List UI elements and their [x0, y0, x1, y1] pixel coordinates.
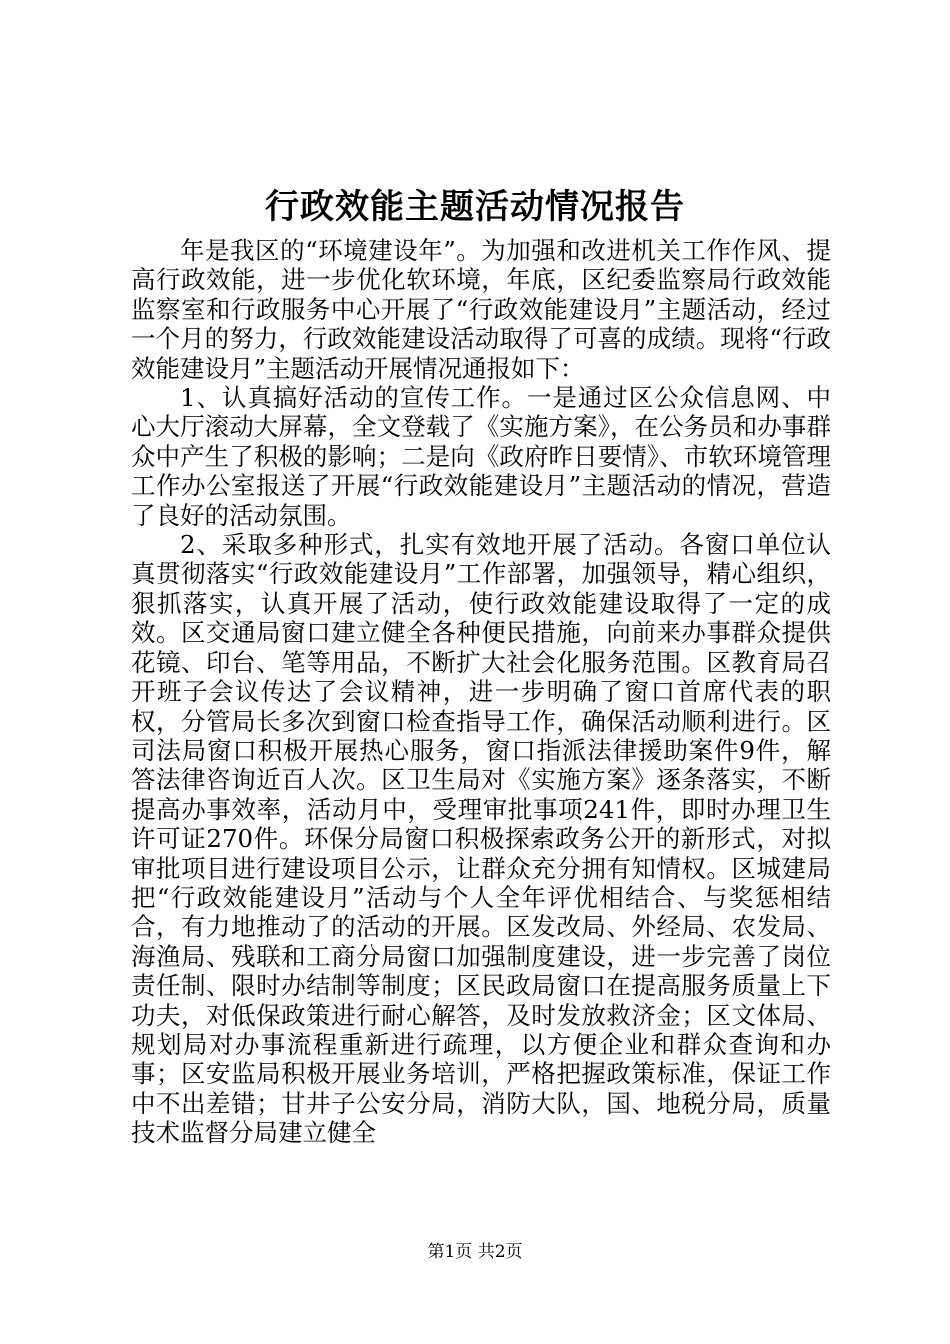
paragraph-intro: 年是我区的“环境建设年”。为加强和改进机关工作作风、提高行政效能，进一步优化软环境，年底，区纪委监察局行政效能监察室和行政服务中心开展了“行政效能建设月”主题活动，经过一个月的努力，行政效能建设活动取得了可喜的成绩。现将“行政效能建设月”主题活动开展情况通报如下： [131, 236, 831, 383]
paragraph-activities: 2、采取多种形式，扎实有效地开展了活动。各窗口单位认真贯彻落实“行政效能建设月”工作部署，加强领导，精心组织，狠抓落实，认真开展了活动，使行政效能建设取得了一定的成效。区交通局窗口建立健全各种便民措施，向前来办事群众提供花镜、印台、笔等用品，不断扩大社会化服务范围。区教育局召开班子会议传达了会议精神，进一步明确了窗口首席代表的职权，分管局长多次到窗口检查指导工作，确保活动顺利进行。区司法局窗口积极开展热心服务，窗口指派法律援助案件9件，解答法律咨询近百人次。区卫生局对《实施方案》逐条落实，不断提高办事效率，活动月中，受理审批事项241件，即时办理卫生许可证270件。环保分局窗口积极探索政务公开的新形式，对拟审批项目进行建设项目公示，让群众充分拥有知情权。区城建局把“行政效能建设月”活动与个人全年评优相结合、与奖惩相结合，有力地推动了的活动的开展。区发改局、外经局、农发局、海渔局、残联和工商分局窗口加强制度建设，进一步完善了岗位责任制、限时办结制等制度；区民政局窗口在提高服务质量上下功夫，对低保政策进行耐心解答，及时发放救济金；区文体局、规划局对办事流程重新进行疏理，以方便企业和群众查询和办事；区安监局积极开展业务培训，严格把握政策标准，保证工作中不出差错；甘井子公安分局，消防大队，国、地税分局，质量技术监督分局建立健全 [131, 530, 831, 1148]
document-title: 行政效能主题活动情况报告 [265, 187, 685, 227]
page-number: 第1页 共2页 [427, 1242, 523, 1262]
document-body [131, 236, 831, 1148]
paragraph-publicity: 1、认真搞好活动的宣传工作。一是通过区公众信息网、中心大厅滚动大屏幕，全文登载了《实施方案》，在公务员和办事群众中产生了积极的影响；二是向《政府昨日要情》、市软环境管理工作办公室报送了开展“行政效能建设月”主题活动的情况，营造了良好的活动氛围。 [131, 383, 831, 530]
